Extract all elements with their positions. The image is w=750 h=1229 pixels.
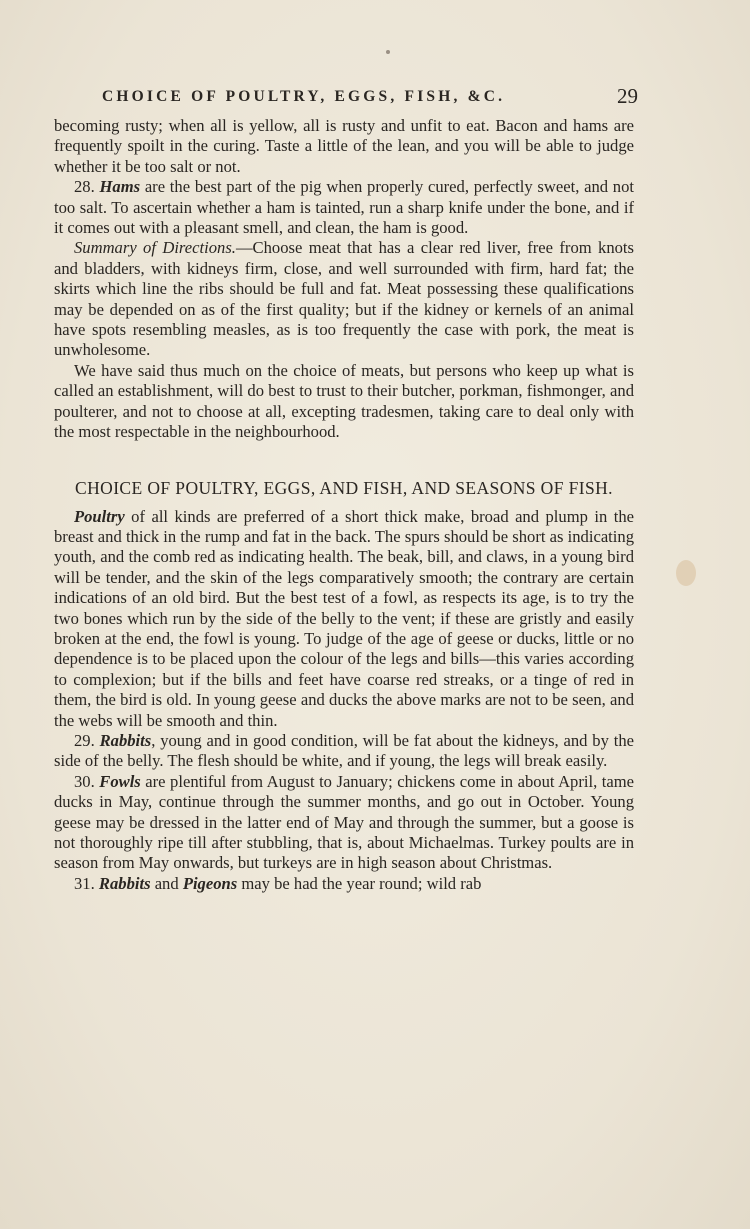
ink-speck: [386, 50, 390, 54]
paragraph-fowls: [54, 772, 634, 874]
paragraph-summary: [54, 238, 634, 360]
paragraph-label: Rabbits: [99, 730, 152, 750]
paragraph-text: , young and in good condition, will be fat about the kidneys, and by the side of the belly. The flesh should be white, and if young, the legs will break easily.: [54, 730, 634, 771]
paragraph-establishment: [54, 361, 634, 443]
paragraph-text: are the best part of the pig when properly cured, perfectly sweet, and not too salt. To ascertain whether a ham is tainted, run a sharp knife under the bone, and if it comes out with a pleasant smell, and clean, the ham is good.: [54, 177, 634, 238]
paragraph-text: and: [150, 873, 183, 893]
paragraph-text: are plentiful from August to January; chickens come in about April, tame ducks in May, continue through the summer months, and go out in October. Young geese may be dressed in the latter end of May and through the summer, but a goose is not thoroughly ripe till after stubbling, that is, about Michaelmas. Turkey poults are in season from May onwards, but turkeys are in high season about Christmas.: [54, 771, 634, 873]
paper-stain: [676, 560, 696, 586]
paragraph-continued: [54, 116, 634, 177]
paragraph-label: Hams: [99, 177, 141, 197]
paragraph-number: 29.: [74, 730, 95, 750]
paragraph-number: 28.: [74, 177, 95, 197]
running-title: CHOICE OF POULTRY, EGGS, FISH, &C.: [102, 88, 506, 105]
paragraph-poultry: [54, 507, 634, 731]
paragraph-text: may be had the year round; wild rab: [237, 873, 482, 893]
paragraph-label: Poultry: [74, 506, 125, 526]
section-heading: CHOICE OF POULTRY, EGGS, AND FISH, AND SEASONS OF FISH.: [75, 477, 613, 498]
paragraph-number: 31.: [74, 873, 95, 893]
paragraph-rabbits-pigeons: [54, 874, 634, 894]
paragraph-text: becoming rusty; when all is yellow, all is rusty and unfit to eat. Bacon and hams are frequently spoilt in the curing. Taste a little of the lean, and you will be able to judge whether it be too salt or not.: [54, 116, 634, 176]
paragraph-label: Summary of Directions.: [74, 238, 236, 258]
paragraph-label: Fowls: [99, 771, 141, 791]
paragraph-rabbits: [54, 731, 634, 772]
paragraph-hams: [54, 177, 634, 238]
paragraph-text: We have said thus much on the choice of meats, but persons who keep up what is called an establishment, will do best to trust to their butcher, porkman, fishmonger, and poulterer, and not to choose at all, excepting tradesmen, taking care to deal only with the most respectable in the neighbourhood.: [54, 360, 634, 442]
page-number: 29: [617, 84, 638, 108]
paragraph-text: of all kinds are preferred of a short thick make, broad and plump in the breast and thick in the rump and fat in the back. The spurs should be short as indicating youth, and the comb red as indicating health. The beak, bill, and claws, in a young bird will be tender, and the skin of the legs comparatively smooth; the contrary are certain indications of an old bird. But the best test of a fowl, as respects its age, is to try the two bones which run by the side of the belly to the vent; if these are gristly and easily broken at the end, the fowl is young. To judge of the age of geese or ducks, little or no dependence is to be placed upon the colour of the legs and bills—this varies according to complexion; but if the bills and feet have coarse red streaks, or a tinge of red in them, the bird is old. In young geese and ducks the above marks are not to be seen, and the webs will be smooth and thin.: [54, 506, 634, 730]
body-text: [54, 116, 634, 894]
paragraph-text: —Choose meat that has a clear red liver, free from knots and bladders, with kidneys firm, close, and well surrounded with firm, hard fat; the skirts which line the ribs should be full and fat. Meat possessing these qualifications may be depended on as of the first quality; but if the kidney or kernels of an animal have spots resembling measles, as is too frequently the case with pork, the meat is unwholesome.: [54, 238, 634, 360]
paragraph-number: 30.: [74, 771, 95, 791]
running-head: [84, 84, 638, 114]
paragraph-label: Rabbits: [98, 873, 151, 893]
paragraph-label: Pigeons: [182, 873, 238, 893]
